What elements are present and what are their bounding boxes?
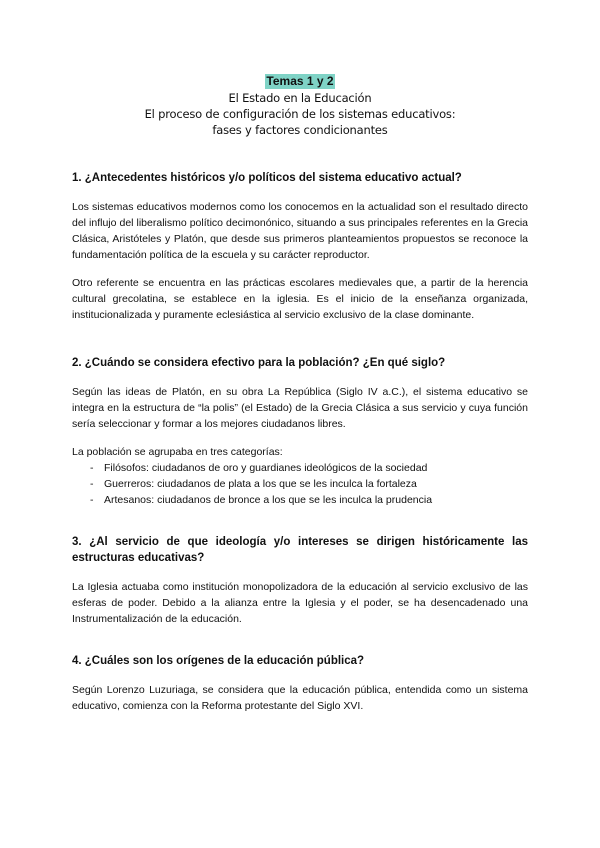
section-4 — [72, 653, 528, 714]
section-2 — [72, 355, 528, 508]
list-item-text: Guerreros: ciudadanos de plata a los que se les inculca la fortaleza — [104, 478, 417, 490]
subtitle-1: El Estado en la Educación — [228, 91, 372, 105]
list-item — [90, 460, 528, 476]
section-2-list-intro: La población se agrupaba en tres categorías: — [72, 446, 283, 458]
section-1 — [72, 170, 528, 323]
list-marker: - — [90, 462, 94, 474]
question-4-heading: 4. ¿Cuáles son los orígenes de la educación pública? — [72, 655, 365, 667]
question-1-heading: 1. ¿Antecedentes históricos y/o políticos del sistema educativo actual? — [72, 172, 462, 184]
list-marker: - — [90, 478, 94, 490]
question-3-heading: 3. ¿Al servicio de que ideología y/o intereses se dirigen históricamente las estructuras educativas? — [72, 536, 528, 564]
list-marker: - — [90, 494, 94, 506]
list-item — [90, 476, 528, 492]
question-2-heading: 2. ¿Cuándo se considera efectivo para la población? ¿En qué siglo? — [72, 357, 446, 369]
section-1-paragraph-1: Los sistemas educativos modernos como los conocemos en la actualidad son el resultado directo del influjo del liberalismo político decimonónico, situando a sus principales referentes en la Grecia Clásica, Aristóteles y Platón, que desde sus primeros planteamientos propuestos se reconoce la fundamentación política de la escuela y su carácter reproductor. — [72, 201, 528, 261]
categories-list — [72, 460, 528, 508]
list-item-text: Artesanos: ciudadanos de bronce a los que se les inculca la prudencia — [104, 494, 433, 506]
document-header — [72, 72, 528, 138]
section-3-paragraph-1: La Iglesia actuaba como institución monopolizadora de la educación al servicio exclusivo de las esferas de poder. Debido a la alianza entre la Iglesia y el poder, se ha desencadenado una Instrumentalización de la educación. — [72, 581, 528, 625]
section-3 — [72, 534, 528, 627]
subtitle-2: El proceso de configuración de los sistemas educativos: — [144, 107, 456, 121]
subtitle-3: fases y factores condicionantes — [212, 123, 388, 137]
list-item — [90, 492, 528, 508]
section-1-paragraph-2: Otro referente se encuentra en las prácticas escolares medievales que, a partir de la herencia cultural grecolatina, se establece en la iglesia. Es el inicio de la enseñanza organizada, institucionalizada y puramente eclesiástica al servicio exclusivo de la clase dominante. — [72, 277, 528, 321]
section-4-paragraph-1: Según Lorenzo Luzuriaga, se considera que la educación pública, entendida como un sistema educativo, comienza con la Reforma protestante del Siglo XVI. — [72, 684, 528, 712]
list-item-text: Filósofos: ciudadanos de oro y guardianes ideológicos de la sociedad — [104, 462, 428, 474]
document-title: Temas 1 y 2 — [266, 74, 334, 88]
section-2-paragraph-1: Según las ideas de Platón, en su obra La República (Siglo IV a.C.), el sistema educativo se integra en la estructura de “la polis” (el Estado) de la Grecia Clásica a sus servicio y cuya función sería seleccionar y formar a los mejores ciudadanos libres. — [72, 386, 528, 430]
